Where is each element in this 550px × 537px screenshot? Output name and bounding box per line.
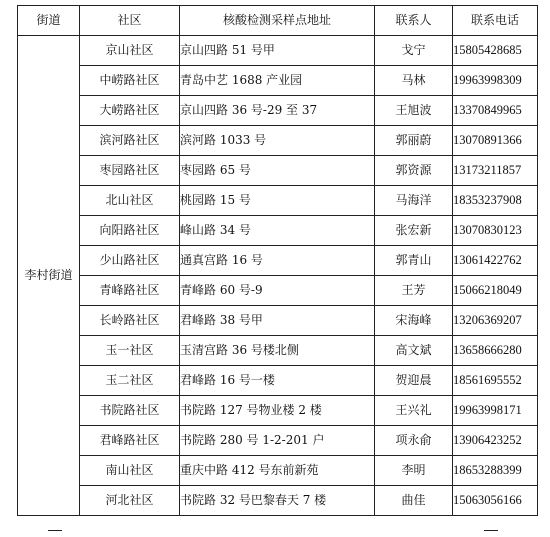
contact-cell: 王兴礼 [375, 396, 453, 426]
table-body [18, 36, 538, 516]
community-cell: 向阳路社区 [80, 216, 180, 246]
phone-cell: 19963998171 [453, 396, 538, 426]
table-row [18, 246, 538, 276]
contact-cell: 戈宁 [375, 36, 453, 66]
sampling-site-table [17, 5, 538, 516]
phone-cell: 13173211857 [453, 156, 538, 186]
header-community: 社区 [80, 6, 180, 36]
phone-cell: 13070891366 [453, 126, 538, 156]
header-contact: 联系人 [375, 6, 453, 36]
address-cell: 滨河路 1033 号 [180, 126, 375, 156]
community-cell: 北山社区 [80, 186, 180, 216]
contact-cell: 郭丽蔚 [375, 126, 453, 156]
address-cell: 通真宫路 16 号 [180, 246, 375, 276]
community-cell: 长岭路社区 [80, 306, 180, 336]
street-cell: 李村街道 [18, 36, 80, 516]
contact-cell: 高文斌 [375, 336, 453, 366]
header-address: 核酸检测采样点地址 [180, 6, 375, 36]
table-row [18, 366, 538, 396]
address-cell: 峰山路 34 号 [180, 216, 375, 246]
address-cell: 书院路 32 号巴黎春天 7 楼 [180, 486, 375, 516]
community-cell: 枣园路社区 [80, 156, 180, 186]
community-cell: 少山路社区 [80, 246, 180, 276]
address-cell: 京山四路 36 号-29 至 37 [180, 96, 375, 126]
contact-cell: 贺迎晨 [375, 366, 453, 396]
address-cell: 书院路 280 号 1-2-201 户 [180, 426, 375, 456]
table-row [18, 126, 538, 156]
phone-cell: 15805428685 [453, 36, 538, 66]
address-cell: 重庆中路 412 号东前新苑 [180, 456, 375, 486]
phone-cell: 18561695552 [453, 366, 538, 396]
address-cell: 玉清宫路 36 号楼北侧 [180, 336, 375, 366]
address-cell: 青岛中艺 1688 产业园 [180, 66, 375, 96]
address-cell: 桃园路 15 号 [180, 186, 375, 216]
phone-cell: 19963998309 [453, 66, 538, 96]
table-row [18, 276, 538, 306]
table-header-row [18, 6, 538, 36]
community-cell: 河北社区 [80, 486, 180, 516]
contact-cell: 王旭波 [375, 96, 453, 126]
header-street: 街道 [18, 6, 80, 36]
phone-cell: 13206369207 [453, 306, 538, 336]
table-row [18, 156, 538, 186]
table-row [18, 456, 538, 486]
address-cell: 京山四路 51 号甲 [180, 36, 375, 66]
table-row [18, 216, 538, 246]
community-cell: 青峰路社区 [80, 276, 180, 306]
address-cell: 枣园路 65 号 [180, 156, 375, 186]
phone-cell: 13370849965 [453, 96, 538, 126]
contact-cell: 马海洋 [375, 186, 453, 216]
table-row [18, 396, 538, 426]
contact-cell: 王芳 [375, 276, 453, 306]
header-phone: 联系电话 [453, 6, 538, 36]
table-row [18, 96, 538, 126]
contact-cell: 马林 [375, 66, 453, 96]
phone-cell: 13061422762 [453, 246, 538, 276]
community-cell: 中崂路社区 [80, 66, 180, 96]
address-cell: 青峰路 60 号-9 [180, 276, 375, 306]
phone-cell: 15066218049 [453, 276, 538, 306]
table-row [18, 66, 538, 96]
phone-cell: 18353237908 [453, 186, 538, 216]
contact-cell: 曲佳 [375, 486, 453, 516]
phone-cell: 13906423252 [453, 426, 538, 456]
contact-cell: 宋海峰 [375, 306, 453, 336]
community-cell: 南山社区 [80, 456, 180, 486]
community-cell: 京山社区 [80, 36, 180, 66]
contact-cell: 张宏新 [375, 216, 453, 246]
community-cell: 君峰路社区 [80, 426, 180, 456]
table-row [18, 36, 538, 66]
community-cell: 滨河路社区 [80, 126, 180, 156]
contact-cell: 郭青山 [375, 246, 453, 276]
community-cell: 玉一社区 [80, 336, 180, 366]
table-row [18, 306, 538, 336]
address-cell: 书院路 127 号物业楼 2 楼 [180, 396, 375, 426]
community-cell: 书院路社区 [80, 396, 180, 426]
contact-cell: 项永俞 [375, 426, 453, 456]
table-row [18, 336, 538, 366]
phone-cell: 18653288399 [453, 456, 538, 486]
phone-cell: 13658666280 [453, 336, 538, 366]
phone-cell: 13070830123 [453, 216, 538, 246]
table-row [18, 186, 538, 216]
contact-cell: 李明 [375, 456, 453, 486]
table-row [18, 486, 538, 516]
community-cell: 大崂路社区 [80, 96, 180, 126]
address-cell: 君峰路 38 号甲 [180, 306, 375, 336]
address-cell: 君峰路 16 号一楼 [180, 366, 375, 396]
table-row [18, 426, 538, 456]
phone-cell: 15063056166 [453, 486, 538, 516]
community-cell: 玉二社区 [80, 366, 180, 396]
contact-cell: 郭资源 [375, 156, 453, 186]
